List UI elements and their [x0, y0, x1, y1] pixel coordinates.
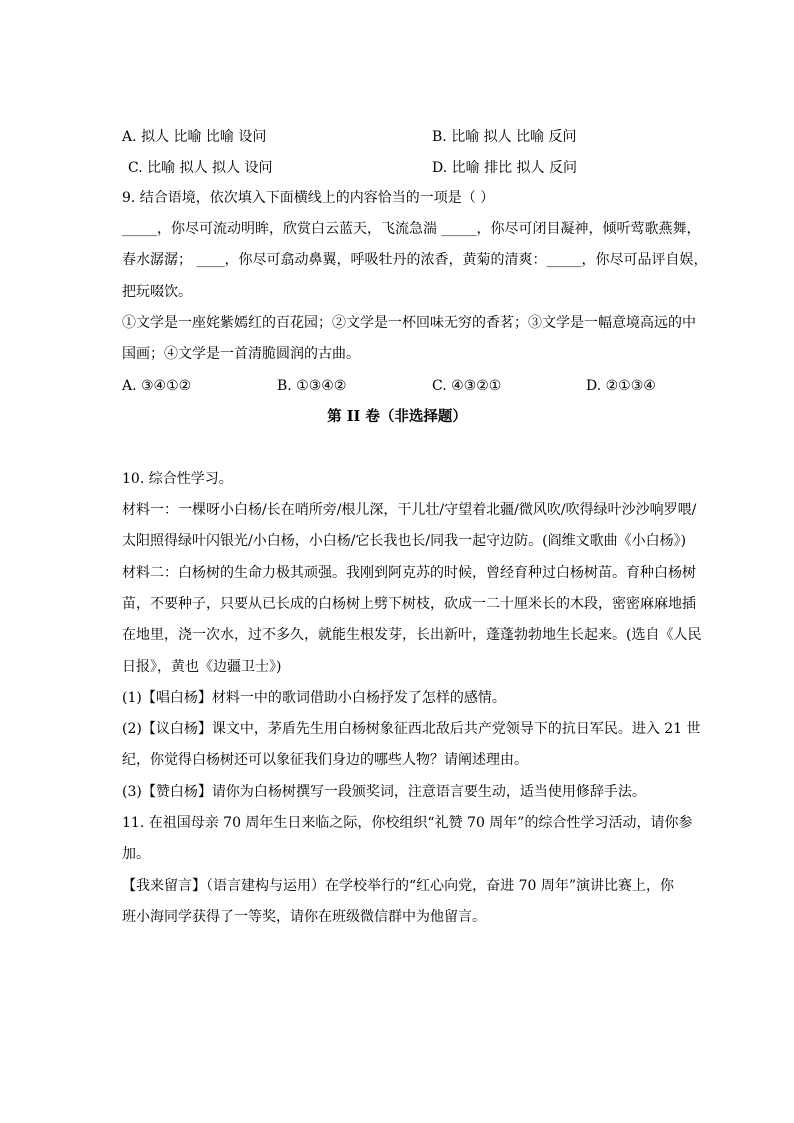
q10-subquestion-3: (3)【赞白杨】请你为白杨树撰写一段颁奖词，注意语言要生动，适当使用修辞手法。 [122, 784, 646, 800]
q10-subquestion-2-cont: 纪，你觉得白杨树还可以象征我们身边的哪些人物？请阐述理由。 [122, 752, 528, 768]
q9-choices-line: ①文学是一座姹紫嫣红的百花园；②文学是一杯回味无穷的香茗；③文学是一幅意境高远的中 [122, 315, 696, 331]
q10-stem: 10. 综合性学习。 [122, 471, 233, 487]
q10-material-line: 苗，不要种子，只要从已长成的白杨树上劈下树枝，砍成一二十厘米长的木段，密密麻麻地插 [122, 596, 696, 612]
q11-stem: 11. 在祖国母亲 70 周年生日来临之际，你校组织“礼赞 70 周年”的综合性学习活动，请你参 [122, 815, 693, 831]
q11-task-line: 班小海同学获得了一等奖，请你在班级微信群中为他留言。 [122, 909, 486, 925]
q8-option-b: B. 比喻 拟人 比喻 反问 [432, 129, 577, 145]
q9-option-b: B. ①③④② [277, 378, 347, 394]
q9-passage-line: 春水潺潺； ____，你尽可翕动鼻翼，呼吸牡丹的浓香，黄菊的清爽：_____，你尽可品评自娱， [122, 252, 708, 268]
q10-subquestion-1: (1)【唱白杨】材料一中的歌词借助小白杨抒发了怎样的感情。 [122, 690, 506, 706]
q10-material-line: 太阳照得绿叶闪银光/小白杨，小白杨/它长我也长/同我一起守边防。(阎维文歌曲《小白杨》) [122, 533, 687, 549]
q9-passage-line: _____，你尽可流动明眸，欣赏白云蓝天，飞流急湍 _____，你尽可闭目凝神，倾听莺歌燕舞， [122, 221, 701, 237]
q11-stem-cont: 加。 [122, 846, 150, 862]
q9-option-d: D. ②①③④ [586, 378, 656, 394]
q10-material-line: 日报》，黄也《边疆卫士》) [122, 659, 282, 675]
q8-option-a: A. 拟人 比喻 比喻 设问 [122, 129, 267, 145]
q11-task-line: 【我来留言】（语言建构与运用）在学校举行的“红心向党，奋进 70 周年”演讲比赛上，你 [122, 878, 675, 894]
q10-material-line: 材料二：白杨树的生命力极其顽强。我刚到阿克苏的时候，曾经育种过白杨树苗。育种白杨树 [122, 565, 696, 581]
q8-option-d: D. 比喻 排比 拟人 反问 [432, 160, 577, 176]
q9-option-a: A. ③④①② [122, 378, 192, 394]
q10-material-line: 在地里，浇一次水，过不多久，就能生根发芽，长出新叶，蓬蓬勃勃地生长起来。(选自《人民 [122, 627, 702, 643]
q9-stem: 9. 结合语境，依次填入下面横线上的内容恰当的一项是（ ） [122, 190, 495, 206]
q9-option-c: C. ④③②① [432, 378, 502, 394]
q8-option-c: C. 比喻 拟人 拟人 设问 [128, 160, 273, 176]
q9-choices-line: 国画；④文学是一首清脆圆润的古曲。 [122, 346, 360, 362]
q10-material-line: 材料一：一棵呀小白杨/长在哨所旁/根儿深，干儿壮/守望着北疆/微风吹/吹得绿叶沙沙响罗喂/ [122, 502, 697, 518]
q9-passage-line: 把玩啜饮。 [122, 284, 192, 300]
section-title: 第 II 卷（非选择题） [327, 408, 467, 425]
q10-subquestion-2: (2)【议白杨】课文中，茅盾先生用白杨树象征西北敌后共产党领导下的抗日军民。进入 21 世 [122, 721, 701, 737]
